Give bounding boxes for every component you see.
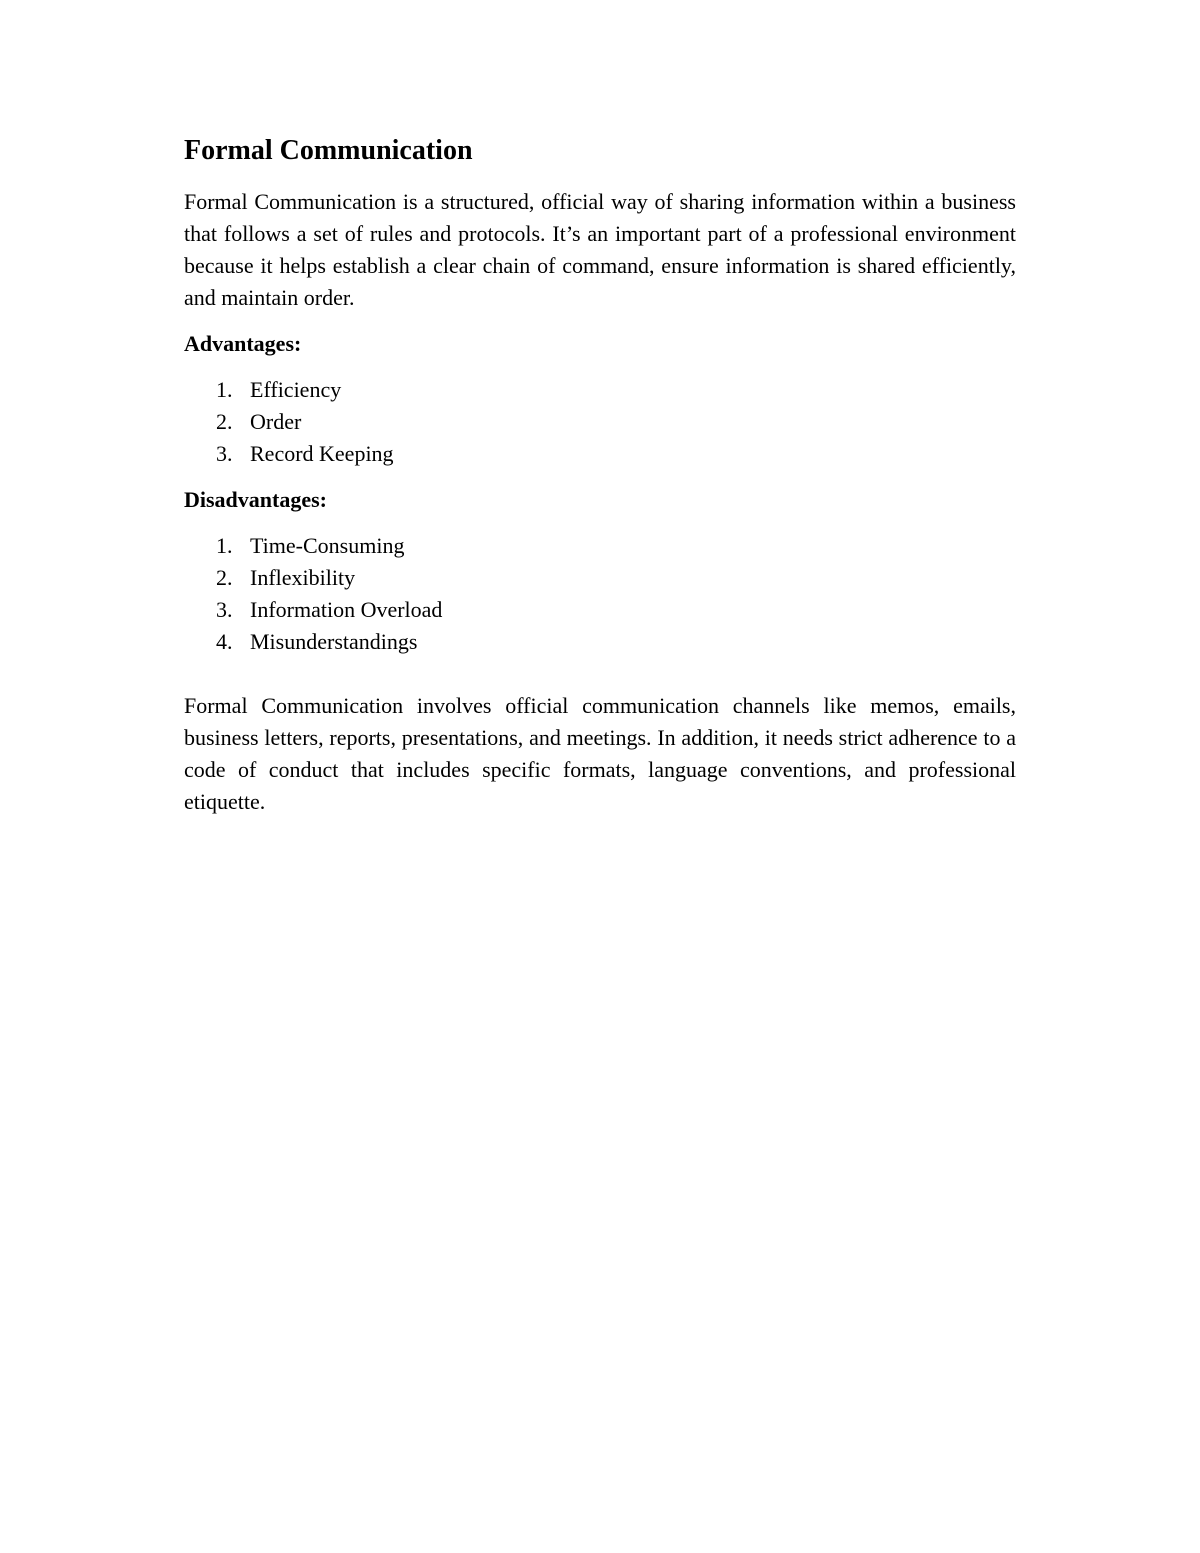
list-item xyxy=(184,374,1016,406)
list-item xyxy=(184,406,1016,438)
list-item xyxy=(184,530,1016,562)
document-title: Formal Communication xyxy=(184,135,473,166)
document-page xyxy=(184,130,1016,832)
list-item xyxy=(184,594,1016,626)
list-item-number: 3. xyxy=(216,597,233,622)
disadvantages-list xyxy=(184,530,1016,658)
list-item-number: 2. xyxy=(216,409,233,434)
list-item-text: Information Overload xyxy=(250,597,443,622)
list-item-text: Inflexibility xyxy=(250,565,356,590)
list-item-number: 2. xyxy=(216,565,233,590)
list-item xyxy=(184,438,1016,470)
list-item-number: 3. xyxy=(216,441,233,466)
advantages-list xyxy=(184,374,1016,470)
list-item-text: Order xyxy=(250,409,302,434)
disadvantages-heading: Disadvantages: xyxy=(184,487,328,512)
list-item-text: Record Keeping xyxy=(250,441,394,466)
advantages-heading: Advantages: xyxy=(184,331,302,356)
list-item-number: 1. xyxy=(216,533,233,558)
list-item xyxy=(184,562,1016,594)
spacer xyxy=(184,672,1016,690)
list-item-text: Misunderstandings xyxy=(250,629,418,654)
list-item-text: Efficiency xyxy=(250,377,342,402)
closing-paragraph: Formal Communication involves official communication channels like memos, emails, business letters, reports, presentations, and meetings. In addition, it needs strict adherence to a code of conduct that includes specific formats, language conventions, and professional etiquette. xyxy=(184,693,1016,814)
list-item-text: Time-Consuming xyxy=(250,533,405,558)
list-item xyxy=(184,626,1016,658)
intro-paragraph: Formal Communication is a structured, official way of sharing information within a business that follows a set of rules and protocols. It’s an important part of a professional environment because it helps establish a clear chain of command, ensure information is shared efficiently, and maintain order. xyxy=(184,189,1016,310)
list-item-number: 1. xyxy=(216,377,233,402)
list-item-number: 4. xyxy=(216,629,233,654)
